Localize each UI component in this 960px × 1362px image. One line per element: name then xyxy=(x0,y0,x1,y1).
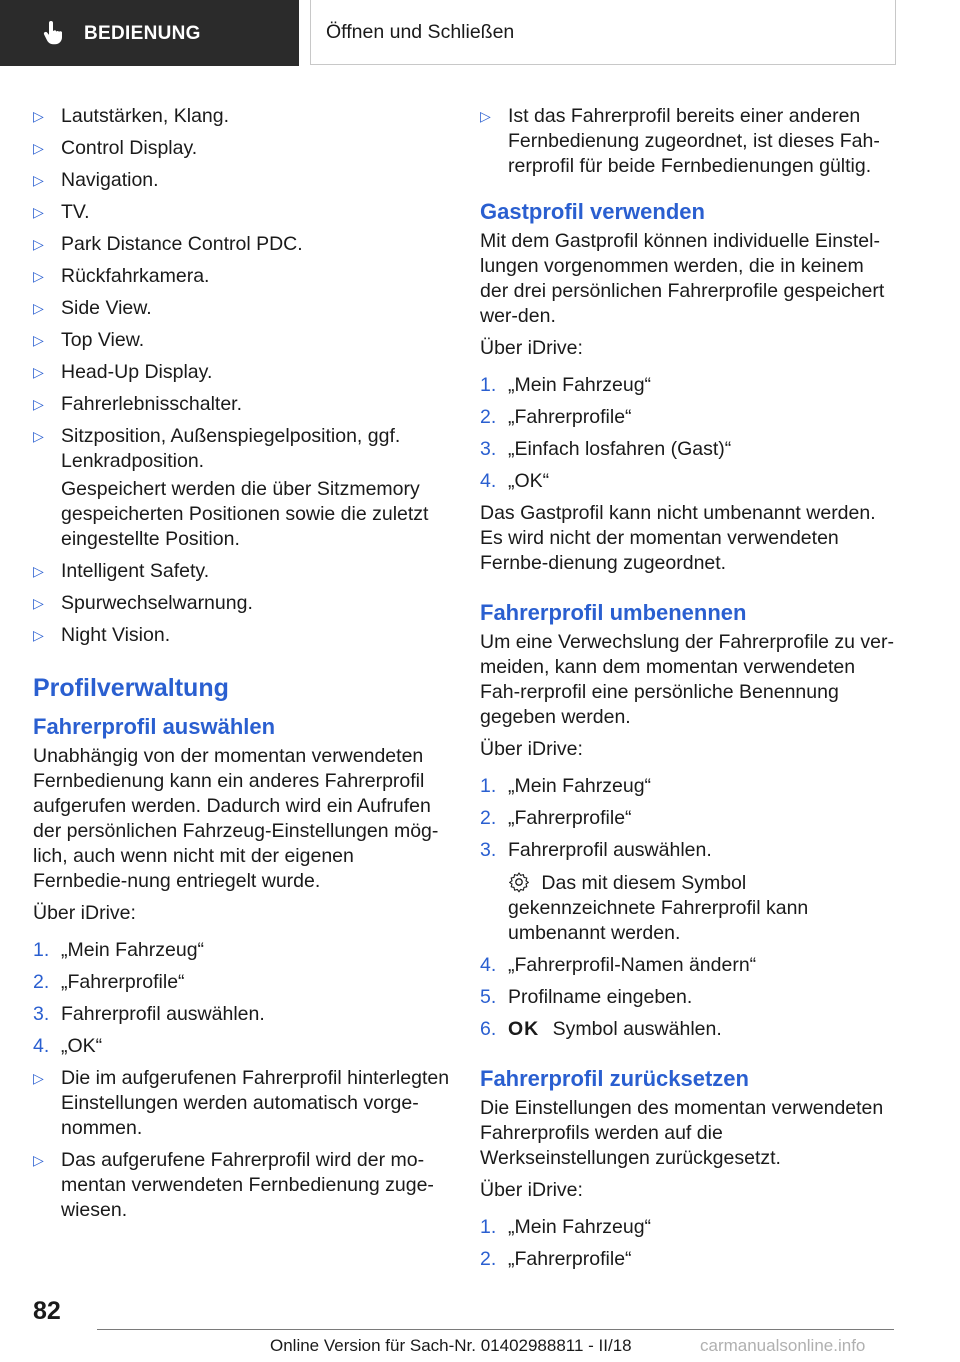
list-item: 1. „Mein Fahrzeug“ xyxy=(33,939,205,961)
section-tab xyxy=(0,0,299,66)
hand-touch-icon xyxy=(40,20,66,46)
list-item: ▷ Rückfahrkamera. xyxy=(33,265,210,287)
list-item: ▷ Fahrerlebnisschalter. xyxy=(33,393,243,415)
step-number: 1. xyxy=(480,775,497,797)
paragraph: Mit dem Gastprofil können individuelle Einstel-lungen vorgenommen werden, die in keinem der drei persönlichen Fahrerprofile gespeichert wer-den. xyxy=(480,230,885,327)
list-item: ▷ Head-Up Display. xyxy=(33,361,213,383)
step-number: 2. xyxy=(480,1248,497,1270)
step-number: 1. xyxy=(480,374,497,396)
step-number: 2. xyxy=(33,971,50,993)
idrive-label: Über iDrive: xyxy=(33,902,136,924)
idrive-label: Über iDrive: xyxy=(480,337,583,359)
step-number: 6. xyxy=(480,1018,497,1040)
subsection-heading: Fahrerprofil umbenennen xyxy=(480,600,747,625)
list-item: 1. „Mein Fahrzeug“ xyxy=(480,374,652,396)
step-number: 3. xyxy=(480,839,497,861)
list-item: 4. „Fahrerprofil-Namen ändern“ xyxy=(480,954,757,976)
subsection-heading: Gastprofil verwenden xyxy=(480,199,705,224)
step-number: 1. xyxy=(33,939,50,961)
step-number: 5. xyxy=(480,986,497,1008)
list-item: 2. „Fahrerprofile“ xyxy=(480,406,632,428)
triangle-bullet-icon: ▷ xyxy=(33,300,44,316)
ok-symbol-icon: OK xyxy=(508,1018,540,1040)
step-number: 3. xyxy=(33,1003,50,1025)
list-item: 6. OK Symbol auswählen. xyxy=(480,1018,722,1040)
step-number: 1. xyxy=(480,1216,497,1238)
triangle-bullet-icon: ▷ xyxy=(33,108,44,124)
list-item: ▷ Sitzposition, Außenspiegelposition, ggf. Lenkradposition. xyxy=(33,425,401,472)
list-item: 4. „OK“ xyxy=(480,470,550,492)
triangle-bullet-icon: ▷ xyxy=(33,140,44,156)
step-number: 4. xyxy=(480,470,497,492)
list-item: ▷ Top View. xyxy=(33,329,145,351)
list-item: ▷ Spurwechselwarnung. xyxy=(33,592,253,614)
triangle-bullet-icon: ▷ xyxy=(33,268,44,284)
step-number: 4. xyxy=(33,1035,50,1057)
paragraph: Unabhängig von der momentan verwendeten Fernbedienung kann ein anderes Fahrerprofil aufgerufen werden. Dadurch wird ein Aufrufen der persönlichen Fahrzeug-Einstellungen mög-lich, auch wenn nicht mit der eigenen Fernbedie-nung entriegelt wurde. xyxy=(33,745,439,892)
right-column xyxy=(480,104,895,1279)
left-column xyxy=(33,104,451,1230)
triangle-bullet-icon: ▷ xyxy=(33,332,44,348)
step-number: 2. xyxy=(480,406,497,428)
triangle-bullet-icon: ▷ xyxy=(33,595,44,611)
list-item: 2. „Fahrerprofile“ xyxy=(480,1248,632,1270)
list-item: 2. „Fahrerprofile“ xyxy=(33,971,185,993)
triangle-bullet-icon: ▷ xyxy=(33,1070,44,1086)
watermark: carmanualsonline.info xyxy=(700,1336,866,1355)
list-item: ▷ Control Display. xyxy=(33,137,198,159)
triangle-bullet-icon: ▷ xyxy=(33,236,44,252)
list-item: 1. „Mein Fahrzeug“ xyxy=(480,1216,652,1238)
triangle-bullet-icon: ▷ xyxy=(33,172,44,188)
step-number: 2. xyxy=(480,807,497,829)
list-item-note: Gespeichert werden die über Sitzmemory gespeicherten Positionen sowie die zuletzt eingestellte Position. xyxy=(61,478,429,550)
list-item: ▷ Night Vision. xyxy=(33,624,171,646)
list-item: ▷ Ist das Fahrerprofil bereits einer anderen Fernbedienung zugeordnet, ist dieses Fah-rerprofil für beide Fernbedienungen gültig. xyxy=(480,105,880,177)
section-heading: Profilverwaltung xyxy=(33,674,229,702)
step-number: 3. xyxy=(480,438,497,460)
triangle-bullet-icon: ▷ xyxy=(33,428,44,444)
list-item: ▷ Park Distance Control PDC. xyxy=(33,233,303,255)
triangle-bullet-icon: ▷ xyxy=(33,396,44,412)
paragraph: Um eine Verwechslung der Fahrerprofile zu ver-meiden, kann dem momentan verwendeten Fah-rerprofil eine persönliche Benennung gegeben werden. xyxy=(480,631,895,728)
triangle-bullet-icon: ▷ xyxy=(33,364,44,380)
step-note: Das mit diesem Symbol gekennzeichnete Fahrerprofil kann umbenannt werden. xyxy=(508,872,809,944)
triangle-bullet-icon: ▷ xyxy=(480,108,491,124)
list-item: 4. „OK“ xyxy=(33,1035,103,1057)
footer-rule xyxy=(97,1329,894,1330)
footer-text: Online Version für Sach-Nr. 01402988811 - II/18 xyxy=(270,1336,632,1355)
list-item: ▷ Navigation. xyxy=(33,169,159,191)
list-item: ▷ Das aufgerufene Fahrerprofil wird der mo-mentan verwendeten Fernbedienung zuge-wiesen. xyxy=(33,1149,434,1221)
list-item: 1. „Mein Fahrzeug“ xyxy=(480,775,652,797)
list-item: ▷ Lautstärken, Klang. xyxy=(33,105,230,127)
triangle-bullet-icon: ▷ xyxy=(33,627,44,643)
chapter-tab xyxy=(310,0,896,65)
subsection-heading: Fahrerprofil zurücksetzen xyxy=(480,1066,749,1091)
list-item: 2. „Fahrerprofile“ xyxy=(480,807,632,829)
paragraph: Das Gastprofil kann nicht umbenannt werden. Es wird nicht der momentan verwendeten Fernbe-dienung zugeordnet. xyxy=(480,502,876,574)
paragraph: Die Einstellungen des momentan verwendeten Fahrerprofils werden auf die Werkseinstellungen zurückgesetzt. xyxy=(480,1097,884,1169)
list-item: ▷ Intelligent Safety. xyxy=(33,560,210,582)
subsection-heading: Fahrerprofil auswählen xyxy=(33,714,276,739)
idrive-label: Über iDrive: xyxy=(480,738,583,760)
triangle-bullet-icon: ▷ xyxy=(33,563,44,579)
list-item: ▷ Die im aufgerufenen Fahrerprofil hinterlegten Einstellungen werden automatisch vorge-nommen. xyxy=(33,1067,450,1139)
list-item: 3. „Einfach losfahren (Gast)“ xyxy=(480,438,732,460)
page-header xyxy=(0,0,960,66)
triangle-bullet-icon: ▷ xyxy=(33,1152,44,1168)
triangle-bullet-icon: ▷ xyxy=(33,204,44,220)
idrive-label: Über iDrive: xyxy=(480,1179,583,1201)
list-item: 3. Fahrerprofil auswählen. Das mit diesem Symbol gekennzeichnete Fahrerprofil kann umbenannt werden. xyxy=(480,838,895,946)
page-number: 82 xyxy=(33,1297,61,1325)
section-title: BEDIENUNG xyxy=(84,22,201,44)
list-item: 3. Fahrerprofil auswählen. xyxy=(33,1003,265,1025)
step-number: 4. xyxy=(480,954,497,976)
list-item: ▷ Side View. xyxy=(33,297,152,319)
list-item: 5. Profilname eingeben. xyxy=(480,986,693,1008)
gear-icon xyxy=(508,871,530,893)
chapter-title: Öffnen und Schließen xyxy=(326,20,515,43)
list-item: ▷ TV. xyxy=(33,201,90,223)
